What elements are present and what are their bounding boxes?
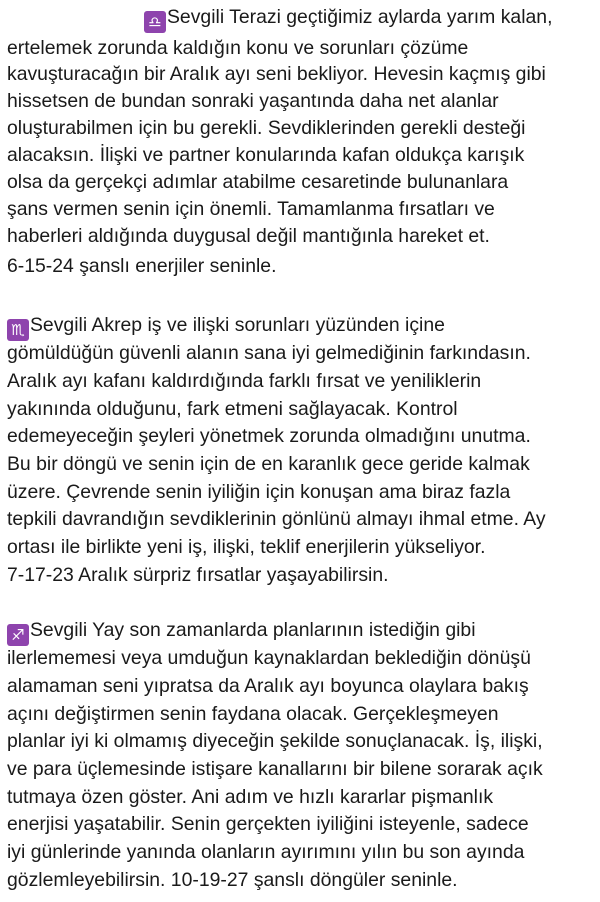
- paragraph-line: tutmaya özen göster. Ani adım ve hızlı kararlar pişmanlık: [7, 786, 494, 808]
- paragraph-line: şans vermen senin için önemli. Tamamlanma fırsatları ve: [7, 198, 495, 220]
- paragraph-line: [7, 617, 476, 644]
- paragraph-line: oluşturabilmen için bu gerekli. Sevdiklerinden gerekli desteği: [7, 117, 526, 139]
- scorpio-icon: ♏: [7, 319, 29, 341]
- paragraph-line: Aralık ayı kafanı kaldırdığında farklı fırsat ve yeniliklerin: [7, 370, 482, 392]
- paragraph-line: [144, 4, 552, 31]
- paragraph-line: enerjisi yaşatabilir. Senin gerçekten iyiliğini isteyenle, sadece: [7, 813, 529, 835]
- paragraph-line: [7, 312, 445, 339]
- paragraph-line: gömüldüğün güvenli alanın sana iyi gelmediğinin farkındasın.: [7, 342, 531, 364]
- paragraph-line: ve para üçlemesinde istişare kanallarını bir bilene sorarak açık: [7, 758, 543, 780]
- paragraph-line: kavuşturacağın bir Aralık ayı seni bekliyor. Hevesin kaçmış gibi: [7, 63, 546, 85]
- paragraph-line: açını değiştirmen senin faydana olacak. Gerçekleşmeyen: [7, 703, 499, 725]
- paragraph-line: iyi günlerinde yanında olanların ayırımını yılın bu son ayında: [7, 841, 525, 863]
- paragraph-line: gözlemleyebilirsin. 10-19-27 şanslı döngüler seninle.: [7, 869, 458, 891]
- paragraph-line: ortası ile birlikte yeni iş, ilişki, teklif enerjilerin yükseliyor.: [7, 536, 486, 558]
- paragraph-line: Bu bir döngü ve senin için de en karanlık gece geride kalmak: [7, 453, 530, 475]
- paragraph-line: olsa da gerçekçi adımlar atabilme cesaretinde bulunanlara: [7, 171, 509, 193]
- paragraph-line: hissetsen de bundan sonraki yaşantında daha net alanlar: [7, 90, 499, 112]
- paragraph-line: planlar iyi ki olmamış diyeceğin şekilde sonuçlanacak. İş, ilişki,: [7, 730, 543, 752]
- line-text: Sevgili Akrep iş ve ilişki sorunları yüzünden içine: [30, 314, 445, 336]
- paragraph-line: edemeyeceğin şeyleri yönetmek zorunda olmadığını unutma.: [7, 425, 531, 447]
- paragraph-line: 6-15-24 şanslı enerjiler seninle.: [7, 255, 277, 277]
- paragraph-line: ertelemek zorunda kaldığın konu ve sorunları çözüme: [7, 37, 469, 59]
- sagittarius-icon: ♐: [7, 624, 29, 646]
- paragraph-line: yakınında olduğunu, fark etmeni sağlayacak. Kontrol: [7, 398, 458, 420]
- paragraph-line: 7-17-23 Aralık sürpriz fırsatlar yaşayabilirsin.: [7, 564, 389, 586]
- line-text: Sevgili Terazi geçtiğimiz aylarda yarım kalan,: [167, 6, 553, 28]
- paragraph-line: ilerlememesi veya umduğun kaynaklardan beklediğin dönüşü: [7, 647, 531, 669]
- paragraph-line: tepkili davrandığın sevdiklerinin gönlünü almayı ihmal etme. Ay: [7, 508, 546, 530]
- paragraph-line: üzere. Çevrende senin iyiliğin için konuşan ama biraz fazla: [7, 481, 511, 503]
- paragraph-line: alamaman seni yıpratsa da Aralık ayı boyunca olaylara bakış: [7, 675, 529, 697]
- paragraph-line: haberleri aldığında duygusal değil mantığınla hareket et.: [7, 225, 490, 247]
- libra-icon: ♎: [144, 11, 166, 33]
- line-text: Sevgili Yay son zamanlarda planlarının istediğin gibi: [30, 619, 476, 641]
- paragraph-line: alacaksın. İlişki ve partner konularında kafan oldukça karışık: [7, 144, 525, 166]
